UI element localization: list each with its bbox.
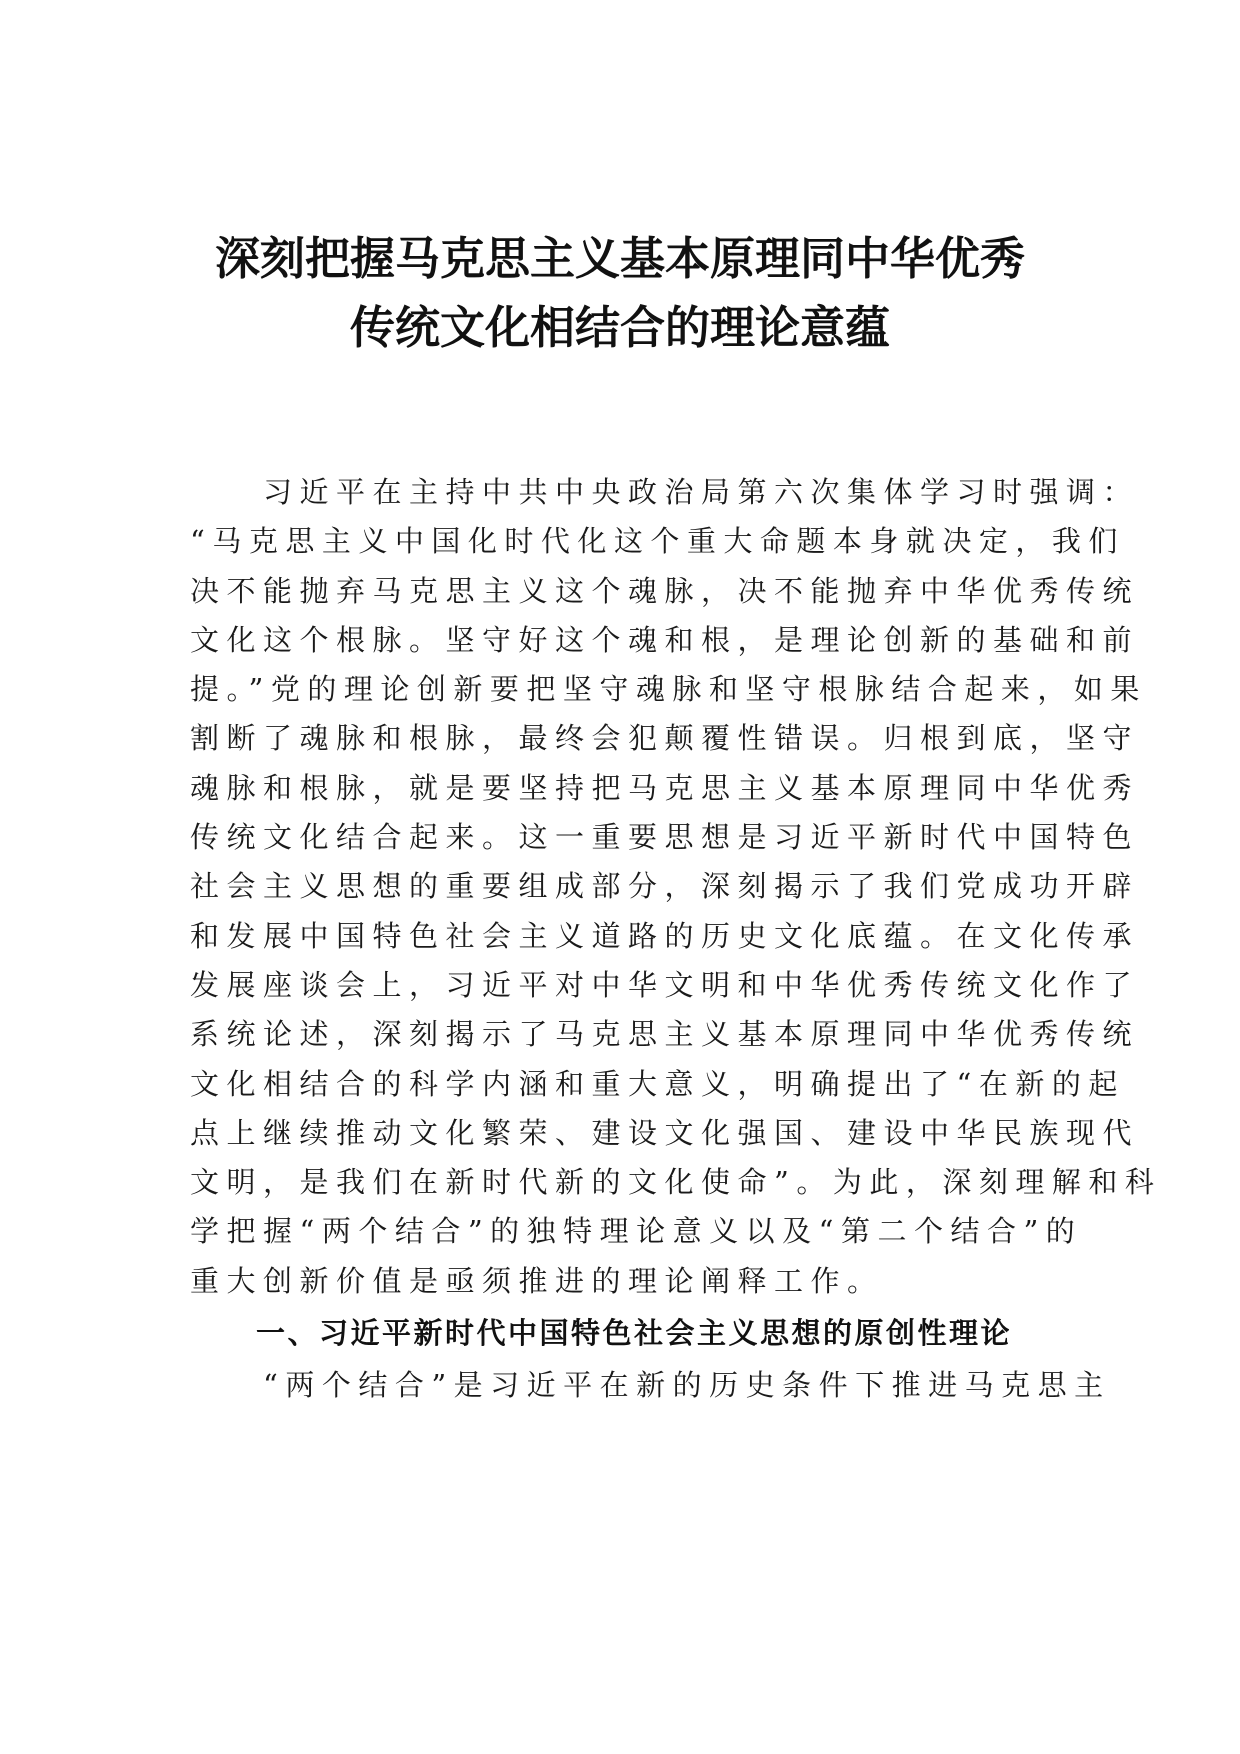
paragraph-line: 社会主义思想的重要组成部分，深刻揭示了我们党成功开辟 (190, 869, 1140, 904)
title-line-2: 传统文化相结合的理论意蕴 (349, 301, 890, 354)
paragraph-line: 点上继续推动文化繁荣、建设文化强国、建设中华民族现代 (190, 1115, 1140, 1150)
paragraph-line: 文化这个根脉。坚守好这个魂和根，是理论创新的基础和前 (190, 622, 1140, 657)
title-line-1: 深刻把握马克思主义基本原理同中华优秀 (214, 232, 1025, 285)
section-heading: 一、习近平新时代中国特色社会主义思想的原创性理论 (256, 1316, 1013, 1351)
paragraph-line: 和发展中国特色社会主义道路的历史文化底蕴。在文化传承 (190, 918, 1140, 953)
paragraph-line: 发展座谈会上，习近平对中华文明和中华优秀传统文化作了 (190, 967, 1140, 1002)
paragraph-line: 重大创新价值是亟须推进的理论阐释工作。 (190, 1263, 884, 1298)
paragraph-line: 决不能抛弃马克思主义这个魂脉，决不能抛弃中华优秀传统 (190, 573, 1140, 608)
paragraph-line: 系统论述，深刻揭示了马克思主义基本原理同中华优秀传统 (190, 1017, 1140, 1052)
paragraph-line: 提。”党的理论创新要把坚守魂脉和坚守根脉结合起来，如果 (190, 672, 1147, 707)
paragraph-line: 割断了魂脉和根脉，最终会犯颠覆性错误。归根到底，坚守 (190, 721, 1140, 756)
paragraph-line: “两个结合”是习近平在新的历史条件下推进马克思主 (190, 1368, 1111, 1403)
document-body (190, 468, 1162, 1410)
paragraph-line: 习近平在主持中共中央政治局第六次集体学习时强调： (190, 475, 1140, 509)
paragraph-line: 文明，是我们在新时代新的文化使命”。为此，深刻理解和科 (190, 1165, 1162, 1200)
paragraph-line: 学把握“两个结合”的独特理论意义以及“第二个结合”的 (190, 1214, 1083, 1249)
paragraph-line: 文化相结合的科学内涵和重大意义，明确提出了“在新的起 (190, 1066, 1125, 1101)
document-title (0, 224, 1240, 362)
paragraph-line: 魂脉和根脉，就是要坚持把马克思主义基本原理同中华优秀 (190, 770, 1140, 805)
paragraph-line: 传统文化结合起来。这一重要思想是习近平新时代中国特色 (190, 820, 1140, 855)
paragraph-line: “马克思主义中国化时代化这个重大命题本身就决定，我们 (190, 524, 1125, 559)
